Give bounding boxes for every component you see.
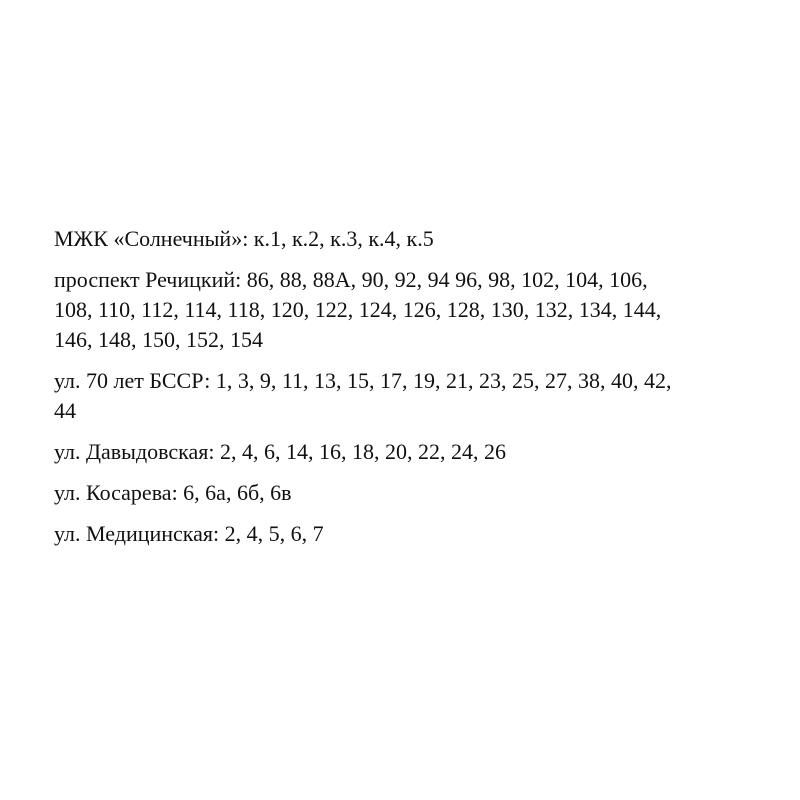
entry-ul-70-let-bssr (54, 366, 784, 426)
entry-line: МЖК «Солнечный»: к.1, к.2, к.3, к.4, к.5 (54, 226, 434, 251)
entry-line: ул. Косарева: 6, 6а, 6б, 6в (54, 480, 292, 505)
entry-line: 146, 148, 150, 152, 154 (54, 327, 263, 352)
entry-mzhk-solnechny (54, 224, 784, 254)
entry-line: ул. Медицинская: 2, 4, 5, 6, 7 (54, 521, 324, 546)
entry-line: ул. Давыдовская: 2, 4, 6, 14, 16, 18, 20, 22, 24, 26 (54, 439, 507, 464)
entry-line: ул. 70 лет БССР: 1, 3, 9, 11, 13, 15, 17, 19, 21, 23, 25, 27, 38, 40, 42, (54, 368, 672, 393)
entry-ul-kosareva (54, 478, 784, 508)
entry-line: проспект Речицкий: 86, 88, 88А, 90, 92, 94 96, 98, 102, 104, 106, (54, 267, 648, 292)
entry-line: 44 (54, 398, 76, 423)
entry-line: 108, 110, 112, 114, 118, 120, 122, 124, 126, 128, 130, 132, 134, 144, (54, 297, 662, 322)
entry-ul-davydovskaya (54, 437, 784, 467)
entry-ul-meditsinskaya (54, 519, 784, 549)
address-list (54, 224, 784, 560)
entry-prospekt-rechitsky (54, 265, 784, 355)
